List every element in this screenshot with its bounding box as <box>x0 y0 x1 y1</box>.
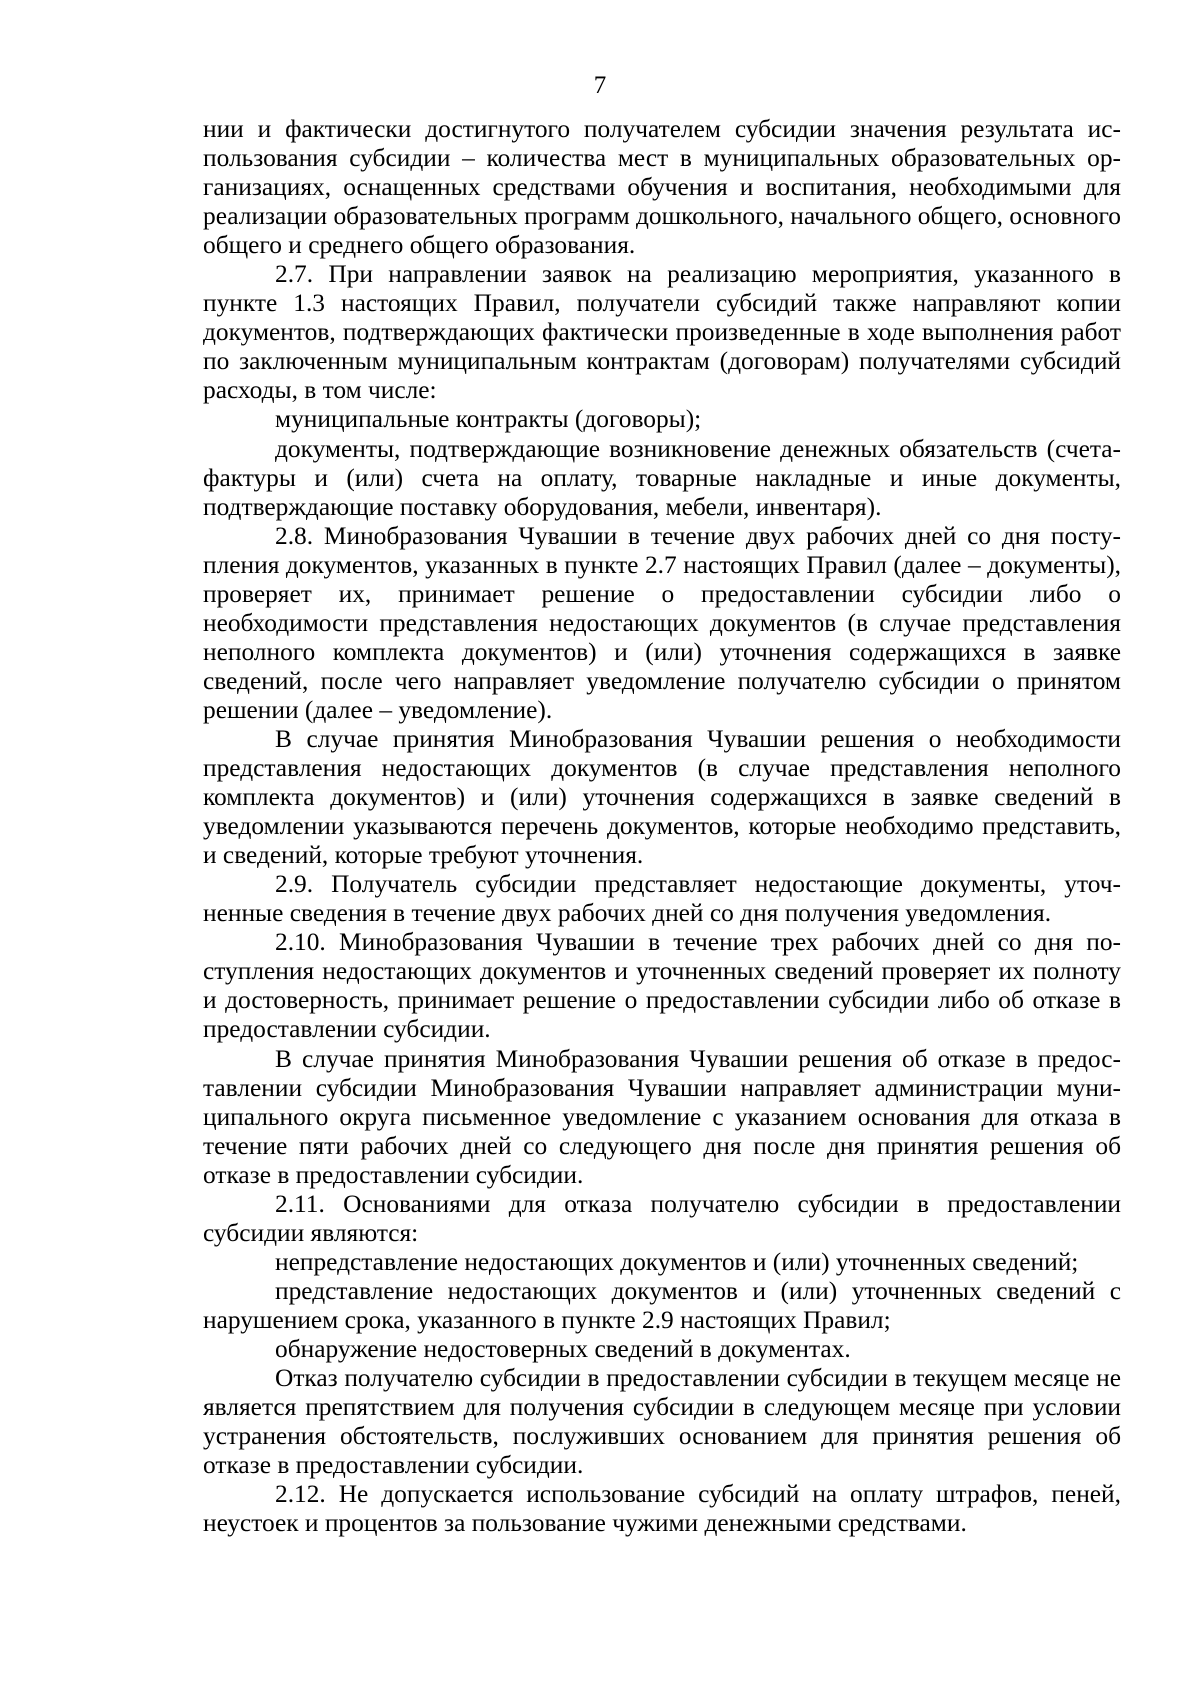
paragraph-refusal-note: Отказ получателю субсидии в предоставлении субсидии в текущем месяце не является препятствием для получения субсидии в следующем месяце при условии устранения обстоятельств, послуживших основанием для принятия решения об отказе в предоставлении субсидии. <box>203 1364 1121 1480</box>
paragraph-2-12: 2.12. Не допускается использование субсидий на оплату штрафов, пеней, неустоек и процентов за пользование чужими денежными средствами. <box>203 1480 1121 1538</box>
list-item-unreliable-info: обнаружение недостоверных сведений в документах. <box>275 1334 851 1363</box>
paragraph-2-8: 2.8. Минобразования Чувашии в течение двух рабочих дней со дня поступления документов, указанных в пункте 2.7 настоящих Правил (далее – документы), проверяет их, принимает решение о предоставлении субсидии либо о необходимости представления недостающих документов (в случае представления неполного комплекта документов) и (или) уточнения содержащихся в заявке сведений, после чего направляет уведомление получателю субсидии о принятом решении (далее – уведомление). <box>203 521 1121 724</box>
body-text <box>203 115 1121 1538</box>
paragraph-2-11: 2.11. Основаниями для отказа получателю субсидии в предоставлении субсидии являются: <box>203 1189 1121 1247</box>
paragraph-2-10: 2.10. Минобразования Чувашии в течение трех рабочих дней со дня поступления недостающих документов и уточненных сведений проверяет их полноту и достоверность, принимает решение о предоставлении субсидии либо об отказе в предоставлении субсидии. <box>203 928 1121 1044</box>
paragraph-2-9: 2.9. Получатель субсидии представляет недостающие документы, уточненные сведения в течение двух рабочих дней со дня получения уведомления. <box>203 870 1121 928</box>
paragraph-2-7: 2.7. При направлении заявок на реализацию мероприятия, указанного в пункте 1.3 настоящих Правил, получатели субсидий также направляют копии документов, подтверждающих фактически произведенные в ходе выполнения работ по заключенным муниципальным контрактам (договорам) получателями субсидий расходы, в том числе: <box>203 260 1121 405</box>
list-item-late-submission: представление недостающих документов и (или) уточненных сведений с нарушением срока, указанного в пункте 2.9 настоящих Правил; <box>203 1276 1121 1334</box>
list-item-documents: документы, подтверждающие возникновение денежных обязательств (счета-фактуры и (или) счета на оплату, товарные накладные и иные документы, подтверждающие поставку оборудования, мебели, инвентаря). <box>203 434 1121 521</box>
list-item-contracts: муниципальные контракты (договоры); <box>275 405 702 434</box>
list-item-non-submission: непредставление недостающих документов и (или) уточненных сведений; <box>275 1247 1079 1276</box>
page-number: 7 <box>593 72 607 99</box>
paragraph-2-8-notice: В случае принятия Минобразования Чувашии решения о необходимости представления недостающих документов (в случае представления неполного комплекта документов) и (или) уточнения содержащихся в заявке сведений в уведомлении указываются перечень документов, которые необходимо представить, и сведений, которые требуют уточнения. <box>203 724 1121 870</box>
paragraph-2-10-refusal: В случае принятия Минобразования Чувашии решения об отказе в предоставлении субсидии Минобразования Чувашии направляет администрации муниципального округа письменное уведомление с указанием основания для отказа в течение пяти рабочих дней со следующего дня после дня принятия решения об отказе в предоставлении субсидии. <box>203 1044 1121 1189</box>
paragraph-continuation: нии и фактически достигнутого получателем субсидии значения результата использования субсидии – количества мест в муниципальных образовательных организациях, оснащенных средствами обучения и воспитания, необходимыми для реализации образовательных программ дошкольного, начального общего, основного общего и среднего общего образования. <box>203 115 1121 260</box>
